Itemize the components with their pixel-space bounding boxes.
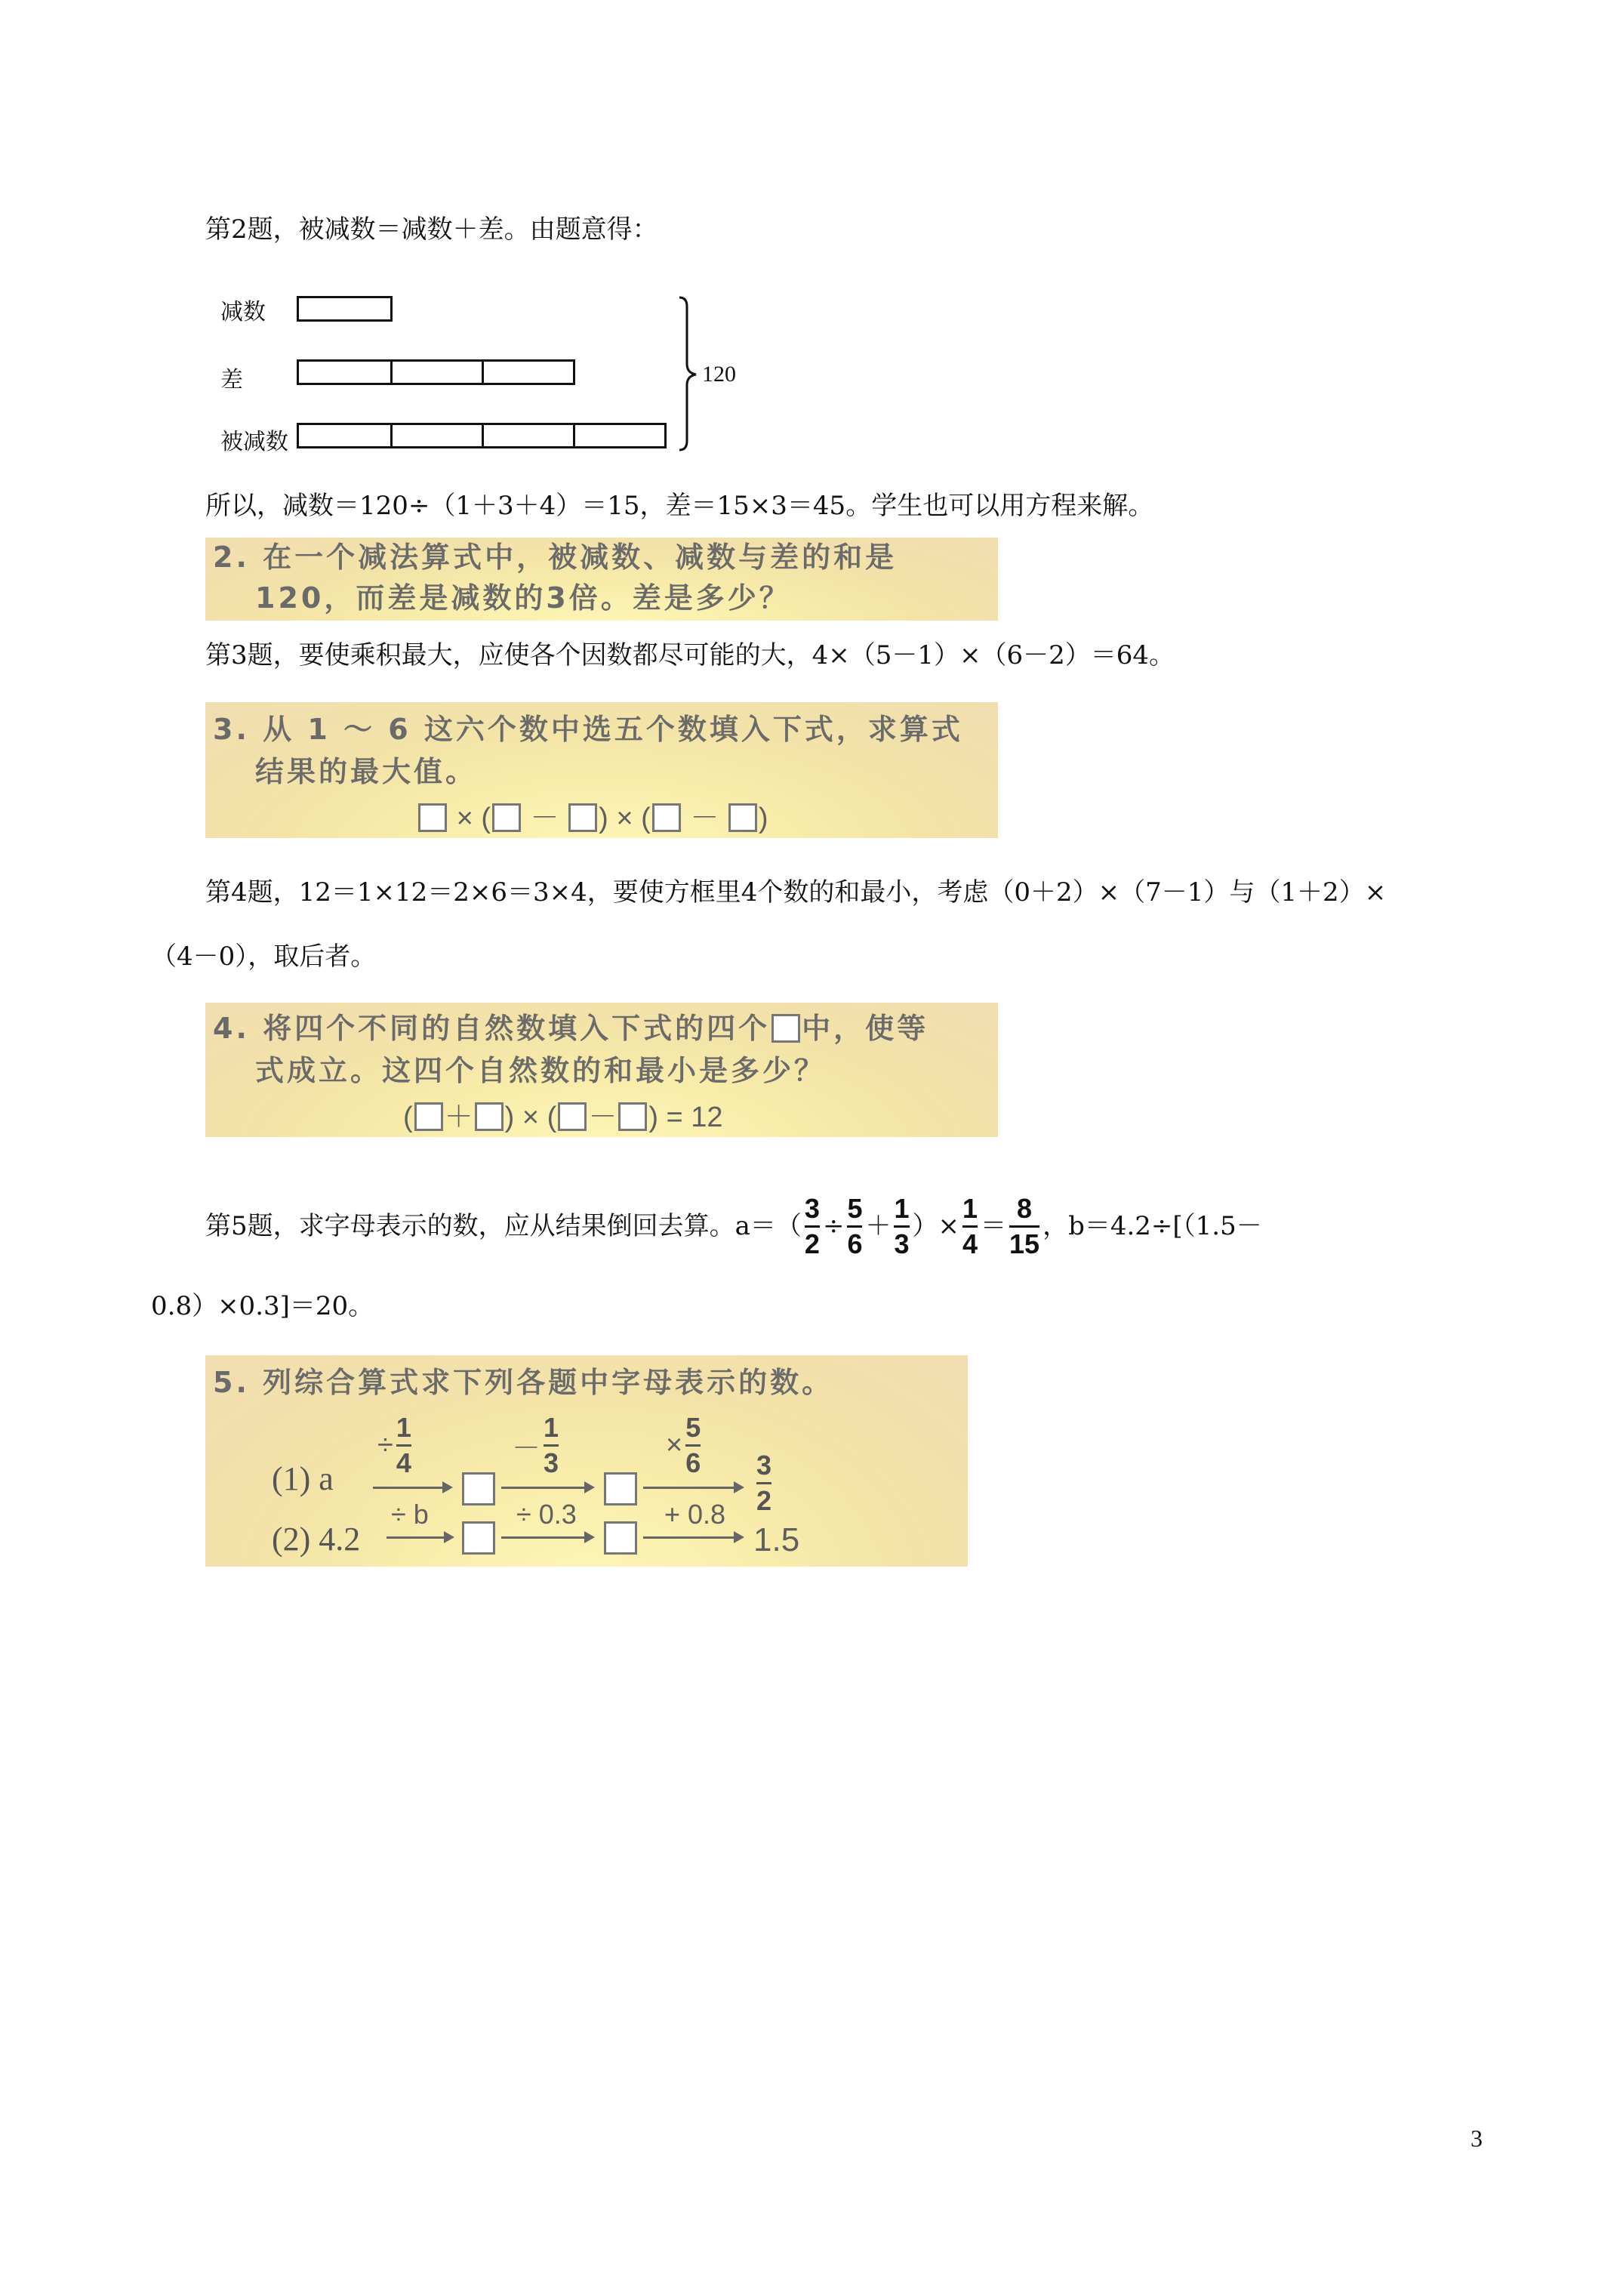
total-label: 120 [702, 362, 736, 387]
left-paren: ( [403, 1102, 413, 1133]
q5-suffix: ，b＝4.2÷[（1.5－ [1042, 1211, 1262, 1241]
q2-intro: 第2题，被减数＝减数＋差。由题意得： [205, 214, 658, 245]
left-paren: ( [481, 803, 491, 834]
clip4-formula [403, 1093, 723, 1135]
q5-prefix: 第5题，求字母表示的数，应从结果倒回去算。a＝（ [205, 1211, 802, 1241]
subtrahend-bar [297, 296, 393, 322]
fraction: $\frac{1}{4}$ [962, 1192, 978, 1259]
blank-box [728, 803, 757, 832]
clip4-line1-a: 4. 将四个不同的自然数填入下式的四个 [213, 1012, 771, 1045]
textbook-clip-q2 [205, 538, 998, 621]
blank-box [492, 803, 521, 832]
minus-sign: － [588, 1102, 617, 1133]
clip2-line1: 2. 在一个减法算式中，被减数、减数与差的和是 [213, 541, 898, 574]
minus-sign: － [690, 803, 719, 834]
blank-box [771, 1014, 800, 1043]
q4-line1: 第4题，12＝1×12＝2×6＝3×4，要使方框里4个数的和最小，考虑（0＋2）×（7－1）与（1＋2）× [205, 877, 1387, 908]
fraction: $\frac{3}{2}$ [804, 1192, 820, 1259]
r1-result: $\frac{3}{2}$ [756, 1450, 772, 1516]
arrow-icon [501, 1487, 592, 1489]
blank-box [558, 1102, 587, 1131]
label-subtrahend: 减数 [220, 299, 266, 325]
right-paren: ) [648, 1102, 658, 1133]
blank-box [462, 1521, 495, 1555]
difference-bar [297, 359, 575, 385]
label-minuend: 被减数 [220, 429, 288, 455]
r2-op3: + 0.8 [664, 1499, 726, 1530]
blank-box [604, 1521, 637, 1555]
blank-box [568, 803, 597, 832]
fraction: $\frac{8}{15}$ [1009, 1192, 1040, 1259]
divide-sign: ÷ [822, 1211, 845, 1241]
equals-12: = 12 [666, 1102, 723, 1133]
left-paren: ( [641, 803, 651, 834]
r2-op1: ÷ b [391, 1499, 429, 1530]
clip4-line1-b: 中，使等 [802, 1012, 929, 1045]
blank-box [418, 803, 447, 832]
fraction: $\frac{5}{6}$ [847, 1192, 863, 1259]
right-paren: ) [504, 1102, 515, 1133]
r1-op3: × $\frac{5}{6}$ [666, 1412, 701, 1478]
q5-line1 [205, 1188, 1262, 1264]
fraction: $\frac{1}{3}$ [894, 1192, 910, 1259]
blank-box [462, 1472, 495, 1505]
minus-sign: － [530, 803, 559, 834]
arrow-icon [387, 1536, 451, 1539]
r1-op2: － $\frac{1}{3}$ [512, 1412, 559, 1478]
left-paren: ( [547, 1102, 557, 1133]
arrow-icon [373, 1487, 450, 1489]
clip2-line2: 120，而差是减数的3倍。差是多少？ [255, 581, 791, 615]
page-number: 3 [1471, 2125, 1483, 2152]
times-sign: × [456, 803, 473, 834]
textbook-clip-q4 [205, 1003, 998, 1137]
label-difference: 差 [220, 367, 243, 393]
textbook-clip-q3 [205, 702, 998, 838]
textbook-clip-q5 [205, 1355, 968, 1567]
clip3-line2: 结果的最大值。 [255, 755, 478, 788]
blank-box [475, 1102, 504, 1131]
clip4-line2: 式成立。这四个自然数的和最小是多少？ [255, 1054, 827, 1087]
right-paren: ) [599, 803, 608, 834]
right-paren: ) [758, 803, 768, 834]
q4-line2: （4－0），取后者。 [151, 942, 377, 972]
equals-sign: ＝ [981, 1211, 1007, 1241]
r1-label: (1) a [272, 1460, 334, 1497]
minuend-bar [297, 423, 667, 448]
q5-line2: 0.8）×0.3]＝20。 [151, 1291, 374, 1321]
q2-solution: 所以，减数＝120÷（1＋3＋4）＝15，差＝15×3＝45。学生也可以用方程来解。 [205, 491, 1154, 521]
clip3-formula [417, 794, 768, 836]
arrow-icon [643, 1487, 741, 1489]
blank-box [652, 803, 681, 832]
blank-box [414, 1102, 443, 1131]
times-sign: × [522, 1102, 540, 1133]
plus-sign: ＋ [865, 1211, 892, 1241]
q3-text: 第3题，要使乘积最大，应使各个因数都尽可能的大，4×（5－1）×（6－2）＝64。 [205, 640, 1175, 670]
arrow-icon [501, 1536, 592, 1539]
clip3-line1: 3. 从 1 ～ 6 这六个数中选五个数填入下式，求算式 [213, 713, 963, 746]
plus-sign: ＋ [444, 1102, 473, 1133]
r2-label: (2) 4.2 [272, 1521, 361, 1558]
arrow-icon [643, 1536, 741, 1539]
clip4-line1 [213, 1007, 929, 1049]
r2-result: 1.5 [753, 1521, 800, 1558]
clip5-title: 5. 列综合算式求下列各题中字母表示的数。 [213, 1366, 834, 1399]
blank-box [618, 1102, 647, 1131]
rparen-times: ）× [912, 1211, 959, 1241]
r1-op1: ÷ $\frac{1}{4}$ [377, 1412, 411, 1478]
times-sign: × [616, 803, 633, 834]
r2-op2: ÷ 0.3 [516, 1499, 577, 1530]
blank-box [604, 1472, 637, 1505]
